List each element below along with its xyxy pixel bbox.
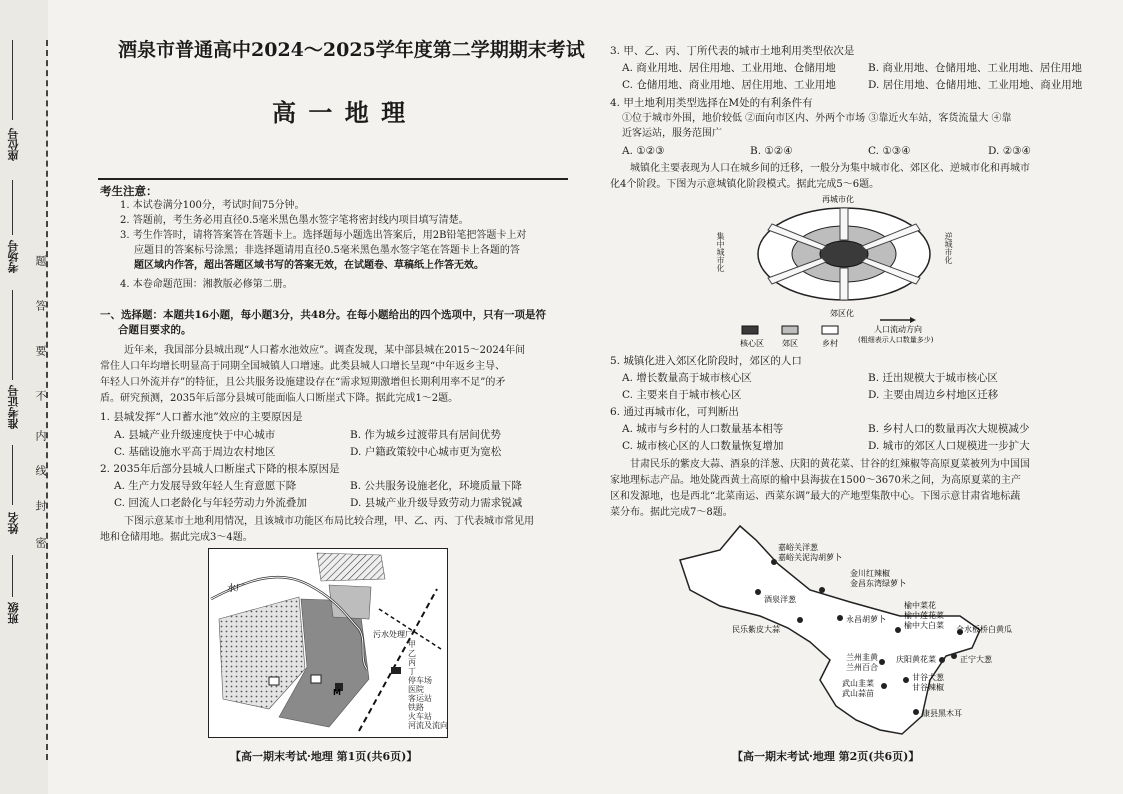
q2-option-c: C. 回流人口老龄化与年轻劳动力外流叠加 [114,497,307,509]
diagram-label-concentrated: 集中城市化 [716,232,725,272]
exam-title: 酒泉市普通高中2024～2025学年度第二学期期末考试 [118,39,585,61]
legend-bus-station: 客运站 [408,694,432,703]
q4-option-a: A. ①②③ [622,145,665,157]
legend-rural-label: 乡村 [822,339,838,348]
label-zhengning-scallion: 正宁大葱 [960,655,992,664]
diagram-label-suburbanization: 郊区化 [830,309,854,318]
q1-option-d: D. 户籍政策较中心城市更为宽松 [350,446,502,458]
legend-bing: 丙 [408,658,416,667]
seal-char-bu: 不 [34,390,47,401]
subject-title: 高 一 地 理 [272,98,408,127]
seal-char-feng: 封 [34,500,47,511]
q6-option-c: C. 城市核心区的人口数量恢复增加 [622,440,784,452]
name-label: 姓名 [7,512,20,534]
point-jinchang [819,587,825,593]
legend-rural-swatch [822,326,838,334]
label-wushan-chive: 武山韭菜 [842,679,874,688]
legend-yi: 乙 [408,649,416,658]
label-kangxian-fungus: 康县黑木耳 [922,709,962,718]
q3-option-d: D. 居住用地、仓储用地、工业用地、商业用地 [868,79,1083,91]
legend-ding: 丁 [408,667,416,676]
point-kangxian [913,709,919,715]
label-lanzhou-chive: 兰州韭黄 [846,653,878,662]
q5-stem: 5. 城镇化进入郊区化阶段时，郊区的人口 [610,355,802,367]
zone-bing-dotted [219,597,305,709]
admission-number-line [12,290,13,380]
passage2-line2: 地和仓储用地。据此完成3～4题。 [100,532,253,543]
q3-option-a: A. 商业用地、居住用地、工业用地、仓储用地 [622,62,836,74]
q2-stem: 2. 2035年后部分县城人口断崖式下降的根本原因是 [100,463,340,475]
q4-option-d: D. ②③④ [988,145,1031,157]
q3-option-b: B. 商业用地、仓储用地、工业用地、居住用地 [868,62,1082,74]
gansu-vegetable-map [660,520,1040,740]
map1-legend [408,640,448,730]
passage1-line1: 近年来，我国部分县城出现“人口蓄水池效应”。调查发现，某中部县城在2015～2024年间 [124,345,526,356]
point-gangu [903,677,909,683]
label-qingyang-daylily: 庆阳黄花菜 [896,655,936,664]
hospital [269,677,279,685]
label-wushan-garlic-sprout: 武山蒜苗 [842,689,874,698]
q2-option-b: B. 公共服务设施老化，环境质量下降 [350,480,522,492]
notice-item-3c: 题区域内作答，超出答题区域书写的答案无效，在试题卷、草稿纸上作答无效。 [134,260,484,271]
legend-river: 河流及流向 [408,721,448,730]
point-qingyang [939,657,945,663]
train-station [391,667,401,674]
label-gangu-scallion: 甘谷大葱 [912,673,944,682]
notice-item-2: 2. 答题前，考生务必用直径0.5毫米黑色墨水签字笔将密封线内项目填写清楚。 [120,215,469,226]
label-jinchuan-pepper: 金川红辣椒 [850,569,890,578]
q4-option-b: B. ①②④ [750,145,793,157]
name-line [12,445,13,505]
notice-item-3: 3. 考生作答时，请将答案答在答题卡上。选择题每小题选出答案后，用2B铅笔把答题卡上对 [120,230,527,241]
q5-option-d: D. 主要由周边乡村地区迁移 [868,389,999,401]
legend-suburb-swatch [782,326,798,334]
parking-lot [311,675,321,683]
passage1-line2: 常住人口年均增长明显高于同期全国城镇人口增速。此类县城人口增长呈现“中年返乡主导、 [100,361,506,372]
diagram-label-counter: 逆城市化 [944,232,953,264]
class-label: 班级 [7,602,20,624]
urbanization-diagram [728,194,968,354]
q5-option-b: B. 迁出规模大于城市核心区 [868,372,998,384]
label-yuzhong-cabbage: 榆中莲花菜 [904,611,944,620]
legend-parking: 停车场 [408,676,432,685]
seal-char-xian: 线 [34,465,47,476]
q6-option-d: D. 城市的郊区人口规模进一步扩大 [868,440,1030,452]
zone-yi-hatched [317,553,385,581]
section-heading-2: 合题目要求的。 [118,324,192,336]
label-yuzhong-chinese-cabbage: 榆中大白菜 [904,621,944,630]
label-jiayuguan-carrot: 嘉峪关泥沟胡萝卜 [778,553,842,562]
footer-page-1: 【高一期末考试·地理 第1页(共6页)】 [230,750,418,763]
label-heshui-cucumber: 合水板桥白黄瓜 [956,625,1012,634]
passage4-line4: 菜分布。据此完成7～8题。 [610,507,733,518]
legend-flow-note: (粗细表示人口数量多少) [858,336,934,344]
q1-option-b: B. 作为城乡过渡带具有居间优势 [350,429,501,441]
passage3-line2: 化4个阶段。下图为示意城镇化阶段模式。据此完成5～6题。 [610,179,880,190]
core-area [820,241,868,267]
room-number-label: 考场号 [7,240,20,273]
water-plant-label: 水厂 [227,584,246,594]
q1-stem: 1. 县城发挥“人口蓄水池”效应的主要原因是 [100,411,303,423]
passage1-line4: 盾。研究预测，2035年后部分县城可能面临人口断崖式下降。据此完成1～2题。 [100,393,459,404]
label-jiayuguan-onion: 嘉峪关洋葱 [778,543,818,552]
legend-core-label: 核心区 [740,339,764,348]
seat-number-label: 座位号 [7,128,20,161]
seal-char-nei: 内 [34,430,47,441]
q5-option-a: A. 增长数量高于城市核心区 [622,372,752,384]
point-jiayuguan [771,559,777,565]
q2-option-a: A. 生产力发展导致年轻人生育意愿下降 [114,480,297,492]
room-number-line [12,180,13,235]
legend-hospital: 医院 [408,685,424,694]
point-zhengning [951,653,957,659]
header-rule [98,178,568,180]
legend-flow-label: 人口流动方向 [874,325,922,334]
legend-core-swatch [742,326,758,334]
label-lanzhou-lily: 兰州百合 [846,663,878,672]
passage1-line3: 年轻人口外流并存”的特征，且公共服务设施建设存在“需求短期激增但长期利用率不足”的矛 [100,377,506,388]
seal-char-mi: 密 [34,537,47,548]
site-m-label: M [333,688,341,697]
legend-train-station: 火车站 [408,712,432,721]
legend-suburb-label: 郊区 [782,339,798,348]
seat-number-line [12,40,13,120]
point-yuzhong [895,627,901,633]
class-line [12,555,13,597]
seal-char-ti: 题 [34,255,47,266]
diagram-label-reurbanization: 再城市化 [822,195,854,204]
passage4-line3: 区和发源地，也是西北“北菜南运、西菜东调”最大的产地型集散中心。下图示意甘肃省地标蔬 [610,491,1021,502]
point-minle [797,617,803,623]
legend-flow-arrowhead [910,317,916,323]
label-jinchang-radish: 金昌东湾绿萝卜 [850,579,906,588]
passage4-line2: 家地理标志产品。地处陇西黄土高原的榆中县海拔在1500～3670米之间，为高原夏菜的主产 [610,475,1021,486]
passage4-line1: 甘肃民乐的紫皮大蒜、酒泉的洋葱、庆阳的黄花菜、甘谷的红辣椒等高原夏菜被列为中国国 [630,459,1030,470]
sewage-plant-label: 污水处理厂 [373,630,413,639]
q3-option-c: C. 仓储用地、商业用地、居住用地、工业用地 [622,79,836,91]
point-wushan [881,683,887,689]
label-minle-garlic: 民乐紫皮大蒜 [732,625,780,634]
q2-option-d: D. 县城产业升级导致劳动力需求锐减 [350,497,523,509]
q3-stem: 3. 甲、乙、丙、丁所代表的城市土地利用类型依次是 [610,45,855,57]
label-gangu-pepper: 甘谷辣椒 [912,683,944,692]
admission-number-label: 准考证号 [7,385,20,429]
legend-jia: 甲 [408,640,416,649]
seal-char-yao: 要 [34,345,47,356]
notice-heading: 考生注意： [100,184,158,198]
q1-option-c: C. 基础设施水平高于周边农村地区 [114,446,276,458]
q6-option-a: A. 城市与乡村的人口数量基本相等 [622,423,784,435]
footer-page-2: 【高一期末考试·地理 第2页(共6页)】 [732,750,920,763]
point-jiuquan [755,589,761,595]
notice-item-1: 1. 本试卷满分100分，考试时间75分钟。 [120,200,305,211]
point-lanzhou [879,659,885,665]
flow-arrow-s [840,268,848,300]
q4-stem: 4. 甲土地利用类型选择在M处的有利条件有 [610,97,813,109]
legend-railway: 铁路 [408,703,424,712]
notice-item-4: 4. 本卷命题范围：湘教版必修第二册。 [120,279,293,290]
q6-stem: 6. 通过再城市化，可判断出 [610,406,739,418]
q5-option-c: C. 主要来自于城市核心区 [622,389,742,401]
point-yongchang [837,615,843,621]
flow-arrow-n [840,208,848,240]
q4-option-c: C. ①③④ [868,145,911,157]
label-yongchang-carrot: 永昌胡萝卜 [846,615,886,624]
section-heading: 一、选择题：本题共16小题，每小题3分，共48分。在每小题给出的四个选项中，只有一项是符 [100,309,547,321]
notice-item-3b: 应题目的答案标号涂黑；非选择题请用直径0.5毫米黑色墨水签字笔在答题卡上各题的答 [134,245,520,256]
q4-statements-line1: ①位于城市外围，地价较低 ②面向市区内、外两个市场 ③靠近火车站，客货流量大 ④靠 [622,113,1012,124]
passage2-line1: 下图示意某市土地利用情况，且该城市功能区布局比较合理，甲、乙、丙、丁代表城市常见用 [124,516,534,527]
q1-option-a: A. 县城产业升级速度快于中心城市 [114,429,276,441]
label-yuzhong-cauliflower: 榆中菜花 [904,601,936,610]
passage3-line1: 城镇化主要表现为人口在城乡间的迁移，一般分为集中城市化、郊区化、逆城市化和再城市 [630,163,1030,174]
label-jiuquan-onion: 酒泉洋葱 [764,595,796,604]
q4-statements-line2: 近客运站，服务范围广 [622,128,722,139]
q6-option-b: B. 乡村人口的数量再次大规模减少 [868,423,1030,435]
seal-char-da: 答 [34,300,47,311]
